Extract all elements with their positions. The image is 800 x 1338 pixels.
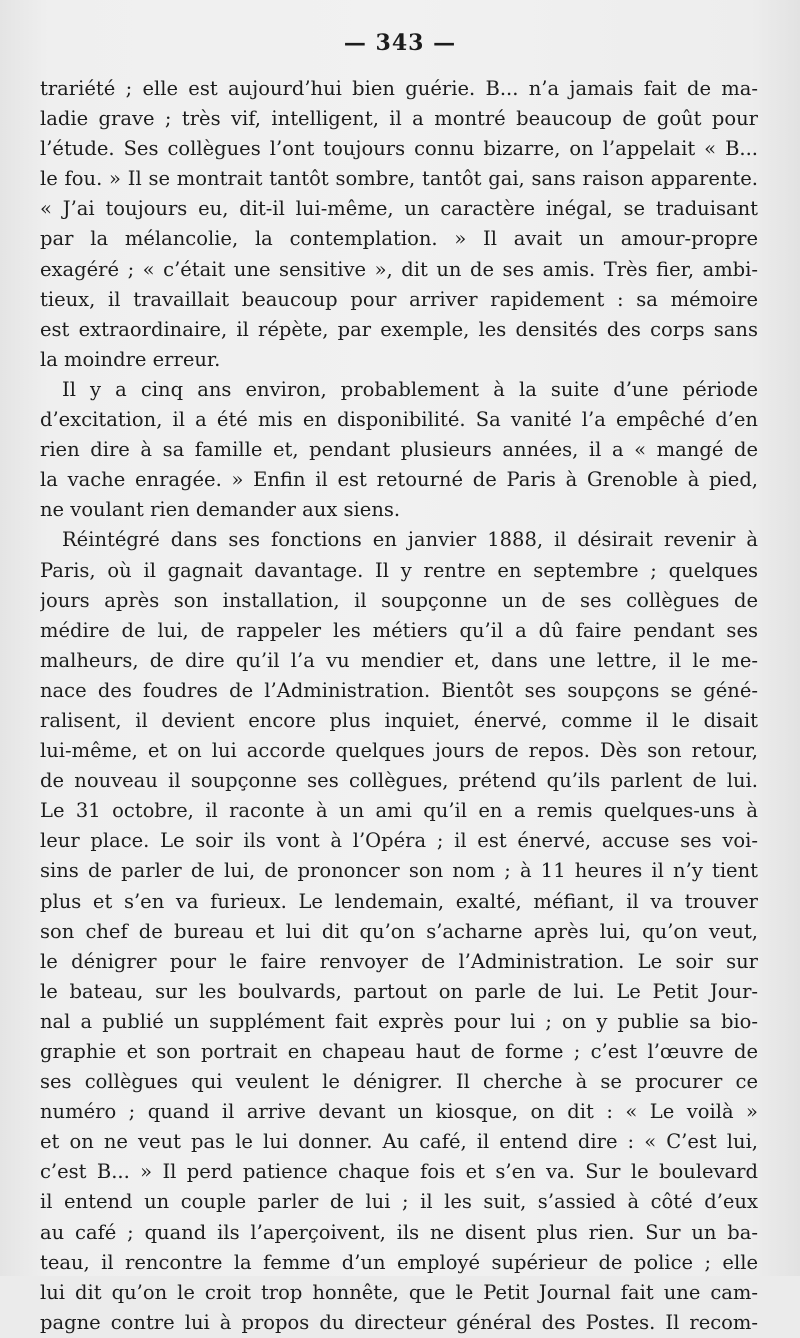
text-line: lui-même, et on lui accorde quelques jours de repos. Dès son retour, [40,739,758,763]
text-line: plus et s’en va furieux. Le lendemain, exalté, méfiant, il va trouver [40,889,758,913]
text-line: le dénigrer pour le faire renvoyer de l’Administration. Le soir sur [40,949,758,973]
page-number: — 343 — [343,30,457,56]
text-line: Il y a cinq ans environ, probablement à la suite d’une période [62,377,758,401]
text-line: médire de lui, de rappeler les métiers qu’il a dû faire pendant ses [40,618,758,642]
text-line: ses collègues qui veulent le dénigrer. Il cherche à se procurer ce [40,1070,758,1094]
text-line: la moindre erreur. [40,347,221,371]
text-line: de nouveau il soupçonne ses collègues, prétend qu’ils parlent de lui. [40,769,758,793]
text-line: Le 31 octobre, il raconte à un ami qu’il en a remis quelques-uns à [40,799,758,823]
text-line: trariété ; elle est aujourd’hui bien guérie. B... n’a jamais fait de ma- [40,77,758,100]
body-text [40,74,758,1338]
text-line: lui dit qu’on le croit trop honnête, que le Petit Journal fait une cam- [40,1280,758,1304]
text-line: le bateau, sur les boulvards, partout on parle de lui. Le Petit Jour- [40,979,758,1003]
text-line: numéro ; quand il arrive devant un kiosque, on dit : « Le voilà » [40,1100,758,1124]
text-line: au café ; quand ils l’aperçoivent, ils ne disent plus rien. Sur un ba- [40,1220,758,1244]
text-line: l’étude. Ses collègues l’ont toujours connu bizarre, on l’appelait « B... [40,137,758,161]
text-line: teau, il rencontre la femme d’un employé supérieur de police ; elle [40,1250,758,1274]
text-line: le fou. » Il se montrait tantôt sombre, tantôt gai, sans raison apparente. [40,167,758,191]
text-line: rien dire à sa famille et, pendant plusieurs années, il a « mangé de [40,438,758,462]
text-line: nal a publié un supplément fait exprès pour lui ; on y publie sa bio- [40,1009,758,1033]
text-line: Paris, où il gagnait davantage. Il y rentre en septembre ; quelques [40,558,758,582]
text-line: Réintégré dans ses fonctions en janvier 1888, il désirait revenir à [62,528,758,552]
text-line: c’est B... » Il perd patience chaque fois et s’en va. Sur le boulevard [40,1160,758,1184]
text-line: sins de parler de lui, de prononcer son nom ; à 11 heures il n’y tient [40,859,758,883]
text-line: et on ne veut pas le lui donner. Au café, il entend dire : « C’est lui, [40,1130,758,1154]
text-line: « J’ai toujours eu, dit-il lui-même, un caractère inégal, se traduisant [40,197,758,221]
text-line: pagne contre lui à propos du directeur général des Postes. Il recom- [40,1310,758,1334]
text-line: graphie et son portrait en chapeau haut de forme ; c’est l’œuvre de [40,1040,758,1063]
text-line: tieux, il travaillait beaucoup pour arriver rapidement : sa mémoire [40,287,758,311]
text-line: leur place. Le soir ils vont à l’Opéra ; il est énervé, accuse ses voi- [40,829,758,853]
text-line: d’excitation, il a été mis en disponibilité. Sa vanité l’a empêché d’en [40,408,758,432]
text-line: jours après son installation, il soupçonne un de ses collègues de [40,588,758,612]
text-line: ne voulant rien demander aux siens. [40,498,401,522]
text-line: est extraordinaire, il répète, par exemple, les densités des corps sans [40,317,758,341]
text-line: malheurs, de dire qu’il l’a vu mendier et, dans une lettre, il le me- [40,648,758,672]
text-line: il entend un couple parler de lui ; il les suit, s’assied à côté d’eux [40,1190,758,1214]
text-line: son chef de bureau et lui dit qu’on s’acharne après lui, qu’on veut, [40,919,758,943]
text-line: par la mélancolie, la contemplation. » Il avait un amour-propre [40,227,758,251]
text-line: nace des foudres de l’Administration. Bientôt ses soupçons se géné- [40,678,758,702]
text-line: ladie grave ; très vif, intelligent, il a montré beaucoup de goût pour [40,107,758,131]
text-line: exagéré ; « c’était une sensitive », dit un de ses amis. Très fier, ambi- [40,257,758,281]
text-line: ralisent, il devient encore plus inquiet, énervé, comme il le disait [40,708,758,732]
text-line: la vache enragée. » Enfin il est retourné de Paris à Grenoble à pied, [40,468,758,492]
